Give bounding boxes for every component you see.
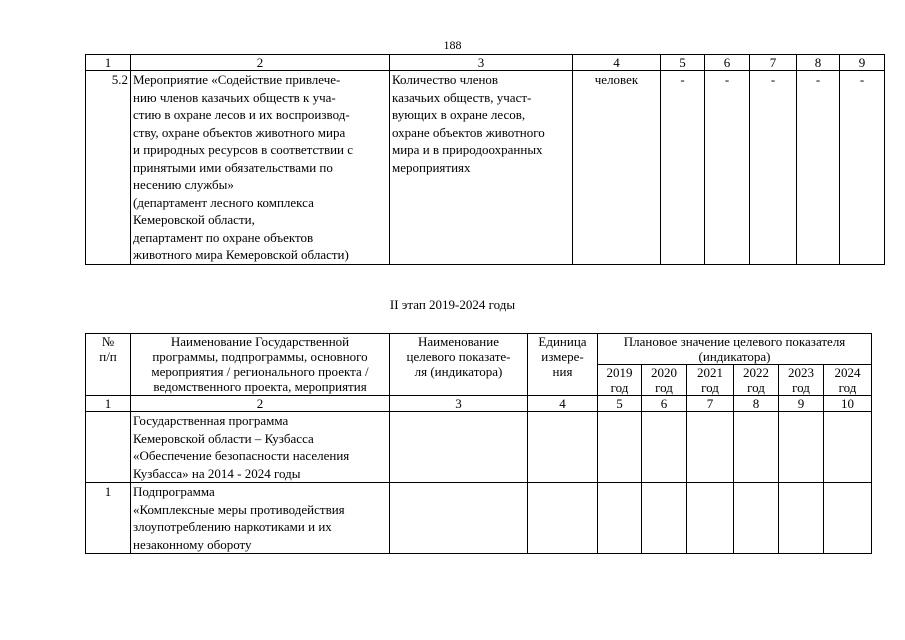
indicator-name (390, 71, 573, 265)
empty-cell (528, 483, 598, 554)
empty-cell (779, 412, 824, 483)
row-number (86, 412, 131, 483)
text-line: Кузбасса» на 2014 - 2024 годы (133, 465, 301, 481)
col-number: 7 (687, 396, 734, 412)
text-line: Наименование (418, 334, 499, 349)
text-line: животного мира Кемеровской области) (133, 247, 349, 262)
header-unit (528, 334, 598, 396)
text-line: Единица (538, 334, 587, 349)
empty-cell (687, 412, 734, 483)
program-name (131, 483, 390, 554)
year-label: год (747, 380, 765, 395)
text-line: Плановое значение целевого показателя (623, 334, 846, 349)
text-line: ля (индикатора) (414, 364, 503, 379)
text-line: (департамент лесного комплекса (133, 194, 314, 210)
text-line: Наименование Государственной (170, 334, 350, 349)
value-cell: - (661, 71, 705, 265)
empty-cell (779, 483, 824, 554)
value-cell: - (797, 71, 840, 265)
col-number: 7 (750, 55, 797, 71)
year-label: год (792, 380, 810, 395)
row-number: 5.2 (86, 71, 131, 265)
text-line: вующих в охране лесов, (392, 107, 526, 122)
header-year (598, 365, 642, 396)
text-line: ству, охране объектов животного мира (133, 124, 346, 140)
text-line: ния (552, 364, 573, 379)
text-line: департамент по охране объектов (133, 229, 314, 245)
text-line: Кемеровской области – Кузбасса (133, 430, 314, 446)
page-number: 188 (443, 38, 462, 52)
year-number: 2024 (834, 365, 861, 380)
table-row (86, 71, 885, 265)
indicator-table-stage1 (85, 54, 885, 265)
header-year (642, 365, 687, 396)
year-label: год (701, 380, 719, 395)
text-line: охране объектов животного (392, 124, 545, 140)
value-cell: - (705, 71, 750, 265)
empty-cell (734, 483, 779, 554)
year-number: 2019 (606, 365, 633, 380)
col-number: 1 (86, 55, 131, 71)
header-row (86, 334, 872, 365)
text-line: «Обеспечение безопасности населения (133, 448, 350, 463)
header-planned-value (598, 334, 872, 365)
header-program-name (131, 334, 390, 396)
year-number: 2021 (697, 365, 723, 380)
program-name (131, 412, 390, 483)
col-number: 3 (390, 396, 528, 412)
text-line: нию членов казачьих обществ к уча- (133, 89, 336, 105)
text-line: измере- (541, 349, 584, 364)
column-number-row (86, 396, 872, 412)
unit-cell: человек (573, 71, 661, 265)
col-number: 8 (797, 55, 840, 71)
text-line: мира и в природоохранных (392, 142, 543, 157)
col-number: 8 (734, 396, 779, 412)
col-number: 5 (661, 55, 705, 71)
text-line: Мероприятие «Содействие привлече- (133, 72, 341, 87)
text-line: несению службы» (133, 177, 234, 192)
text-line: злоупотреблению наркотиками и их (133, 519, 332, 534)
empty-cell (390, 483, 528, 554)
col-number: 10 (824, 396, 872, 412)
header-indicator-name (390, 334, 528, 396)
stage-title: II этап 2019-2024 годы (389, 297, 516, 312)
text-line: Государственная программа (133, 413, 289, 428)
table-row (86, 483, 872, 554)
col-number: 5 (598, 396, 642, 412)
table-row (86, 412, 872, 483)
header-year (824, 365, 872, 396)
text-line: казачьих обществ, участ- (392, 89, 532, 105)
col-number: 2 (131, 55, 390, 71)
col-number: 9 (840, 55, 885, 71)
empty-cell (598, 412, 642, 483)
year-label: год (838, 380, 857, 395)
text-line: Количество членов (392, 72, 499, 87)
empty-cell (598, 483, 642, 554)
text-line: стию в охране лесов и их воспроизвод- (133, 107, 350, 122)
text-line: принятыми ими обязательствами по (133, 159, 333, 175)
text-line: незаконному обороту (133, 536, 252, 552)
value-cell: - (750, 71, 797, 265)
header-year (779, 365, 824, 396)
col-number: 4 (528, 396, 598, 412)
empty-cell (528, 412, 598, 483)
year-number: 2023 (788, 365, 814, 380)
text-line: целевого показате- (406, 349, 511, 364)
activity-name (131, 71, 390, 265)
text-line: Кемеровской области, (133, 212, 255, 227)
column-number-row (86, 55, 885, 71)
text-line: мероприятиях (392, 159, 471, 175)
year-number: 2020 (651, 365, 677, 380)
text-line: Подпрограмма (133, 484, 215, 499)
year-number: 2022 (743, 365, 769, 380)
col-number: 6 (705, 55, 750, 71)
text-line: ведомственного проекта, мероприятия (153, 379, 367, 394)
col-number: 9 (779, 396, 824, 412)
text-line: (индикатора) (698, 349, 771, 364)
empty-cell (642, 412, 687, 483)
text-line: № (101, 334, 115, 349)
year-label: год (655, 380, 673, 395)
text-line: программы, подпрограммы, основного (152, 349, 368, 364)
header-num (86, 334, 131, 396)
col-number: 1 (86, 396, 131, 412)
empty-cell (824, 483, 872, 554)
text-line: мероприятия / регионального проекта / (151, 364, 369, 379)
empty-cell (642, 483, 687, 554)
header-year (734, 365, 779, 396)
text-line: п/п (99, 349, 117, 364)
header-year (687, 365, 734, 396)
text-line: и природных ресурсов в соответствии с (133, 142, 354, 157)
empty-cell (390, 412, 528, 483)
col-number: 4 (573, 55, 661, 71)
text-line: «Комплексные меры противодействия (133, 501, 345, 517)
empty-cell (824, 412, 872, 483)
col-number: 6 (642, 396, 687, 412)
indicator-table-stage2 (85, 333, 872, 554)
col-number: 2 (131, 396, 390, 412)
row-number: 1 (86, 483, 131, 554)
value-cell: - (840, 71, 885, 265)
empty-cell (734, 412, 779, 483)
year-label: год (610, 380, 629, 395)
col-number: 3 (390, 55, 573, 71)
empty-cell (687, 483, 734, 554)
